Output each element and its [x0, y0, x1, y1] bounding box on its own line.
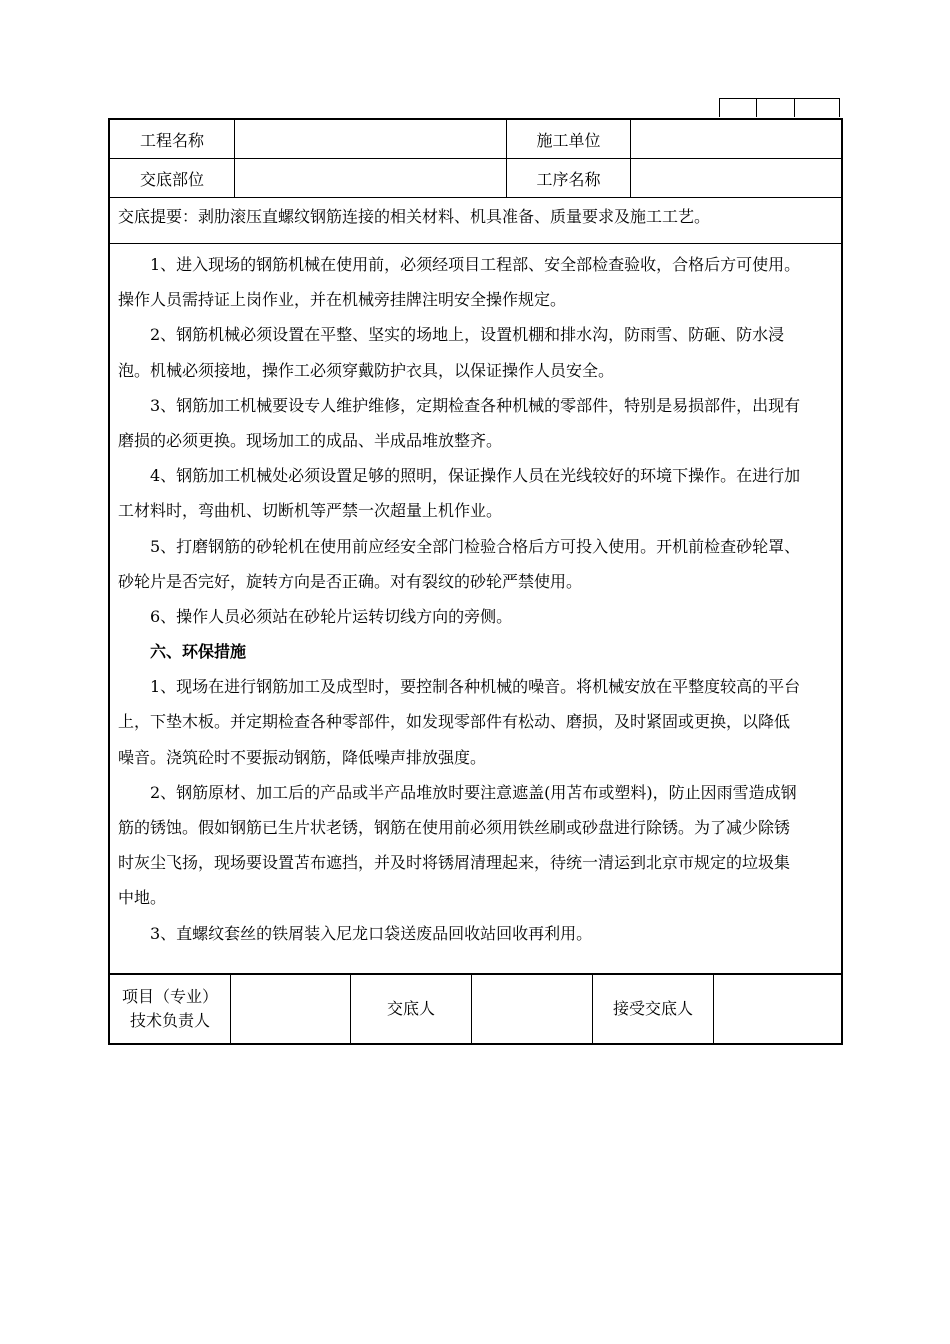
project-name-field[interactable] — [235, 120, 506, 158]
tech-lead-label — [110, 975, 230, 1043]
construction-unit-label: 施工单位 — [536, 130, 601, 150]
briefing-content — [110, 244, 841, 975]
form-number-box-2 — [756, 98, 795, 117]
summary-row — [110, 198, 841, 244]
content-line: 2、钢筋机械必须设置在平整、坚实的场地上，设置机棚和排水沟，防雨雪、防砸、防水浸 — [150, 325, 785, 345]
content-line: 筋的锈蚀。假如钢筋已生片状老锈，钢筋在使用前必须用铁丝刷或砂盘进行除锈。为了减少除锈 — [118, 818, 791, 837]
process-name-label: 工序名称 — [536, 169, 601, 189]
tech-lead-label-line2: 技术负责人 — [129, 1011, 210, 1030]
section-heading-environmental: 六、环保措施 — [150, 642, 247, 662]
content-line: 3、直螺纹套丝的铁屑装入尼龙口袋送废品回收站回收再利用。 — [150, 923, 593, 943]
header-row-2 — [110, 159, 841, 198]
tech-lead-signature-field[interactable] — [231, 975, 350, 1043]
form-number-boxes — [719, 98, 840, 118]
content-line: 6、操作人员必须站在砂轮片运转切线方向的旁侧。 — [150, 606, 513, 626]
briefer-label: 交底人 — [386, 999, 435, 1018]
briefer-signature-field[interactable] — [472, 975, 592, 1043]
content-line: 上，下垫木板。并定期检查各种零部件，如发现零部件有松动、磨损，及时紧固或更换，以降低 — [118, 712, 791, 732]
signature-row — [110, 975, 841, 1043]
content-line: 砂轮片是否完好，旋转方向是否正确。对有裂纹的砂轮严禁使用。 — [118, 571, 583, 591]
content-line: 工材料时，弯曲机、切断机等严禁一次超量上机作业。 — [118, 501, 503, 521]
content-line: 操作人员需持证上岗作业，并在机械旁挂牌注明安全操作规定。 — [118, 290, 567, 310]
content-line: 泡。机械必须接地，操作工必须穿戴防护衣具，以保证操作人员安全。 — [118, 360, 615, 380]
construction-unit-field[interactable] — [631, 120, 841, 158]
content-line: 磨损的必须更换。现场加工的成品、半成品堆放整齐。 — [118, 430, 503, 450]
tech-lead-label-line1: 项目（专业） — [121, 987, 218, 1006]
technical-briefing-form — [108, 118, 843, 1045]
content-line: 4、钢筋加工机械处必须设置足够的照明，保证操作人员在光线较好的环境下操作。在进行加 — [150, 466, 801, 486]
receiver-signature-field[interactable] — [714, 975, 841, 1043]
briefing-part-field[interactable] — [235, 159, 506, 197]
project-name-label: 工程名称 — [139, 130, 204, 150]
content-line: 1、现场在进行钢筋加工及成型时，要控制各种机械的噪音。将机械安放在平整度较高的平台 — [150, 677, 801, 697]
content-line: 中地。 — [118, 888, 167, 908]
form-number-box-3 — [794, 98, 840, 117]
process-name-field[interactable] — [631, 159, 841, 197]
briefing-summary: 交底提要：剥肋滚压直螺纹钢筋连接的相关材料、机具准备、质量要求及施工工艺。 — [118, 207, 711, 226]
form-number-box-1 — [719, 98, 757, 117]
content-line: 噪音。浇筑砼时不要振动钢筋，降低噪声排放强度。 — [118, 747, 487, 767]
receiver-label: 接受交底人 — [612, 999, 693, 1018]
content-line: 时灰尘飞扬，现场要设置苫布遮挡，并及时将锈屑清理起来，待统一清运到北京市规定的垃圾集 — [118, 853, 791, 873]
content-line: 5、打磨钢筋的砂轮机在使用前应经安全部门检验合格后方可投入使用。开机前检查砂轮罩、 — [150, 536, 801, 556]
content-line: 1、进入现场的钢筋机械在使用前，必须经项目工程部、安全部检查验收，合格后方可使用。 — [150, 255, 801, 274]
content-line: 2、钢筋原材、加工后的产品或半产品堆放时要注意遮盖(用苫布或塑料)，防止因雨雪造成钢 — [150, 782, 797, 802]
briefing-part-label: 交底部位 — [139, 169, 204, 189]
header-row-1 — [110, 120, 841, 159]
content-line: 3、钢筋加工机械要设专人维护维修，定期检查各种机械的零部件，特别是易损部件，出现有 — [150, 395, 801, 415]
